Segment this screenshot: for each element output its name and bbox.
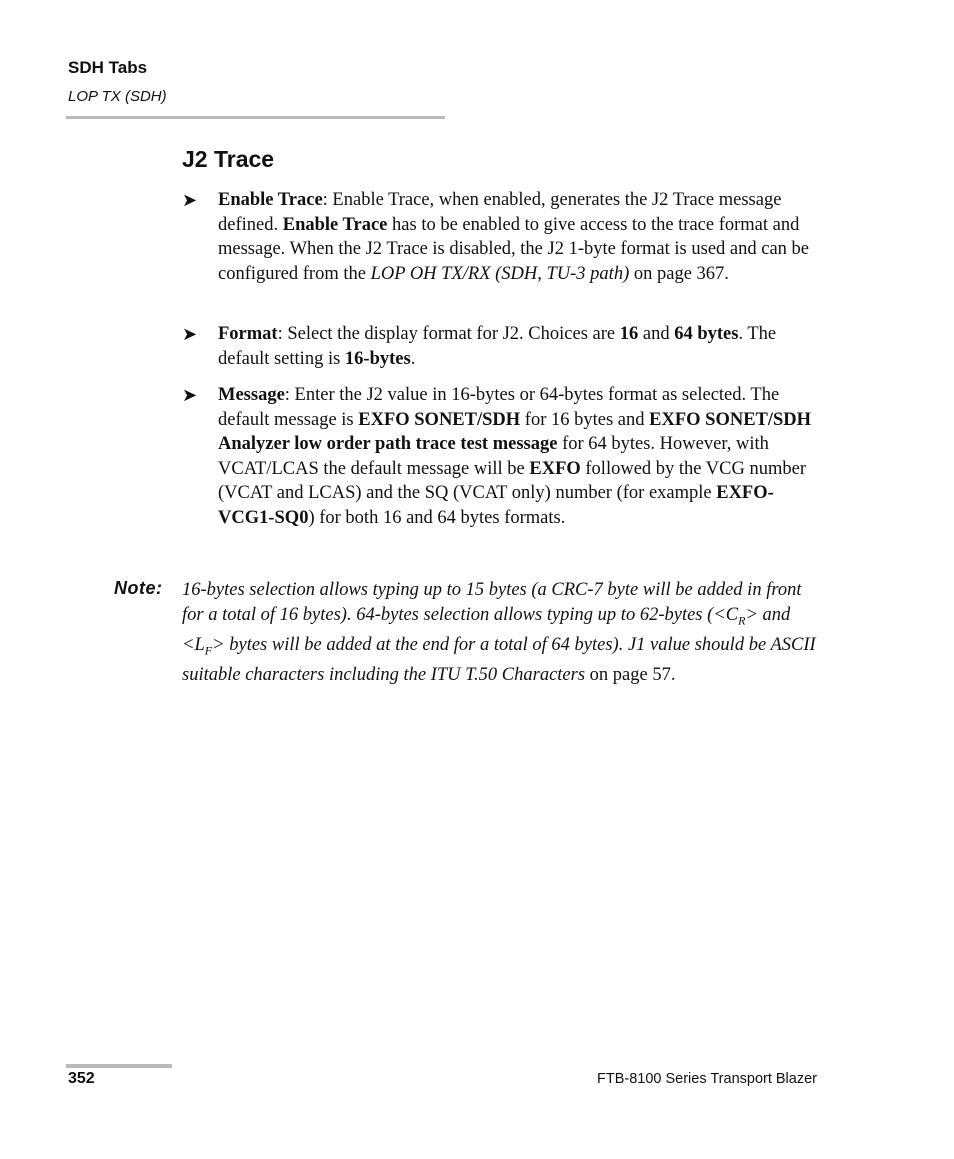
text-run: F xyxy=(204,643,213,658)
text-run: for 16 bytes and xyxy=(520,409,650,430)
text-run: ) for both 16 and 64 bytes formats. xyxy=(308,507,566,528)
text-run: followed by the VCG number (VCAT and LCAS) and the SQ (VCAT only) number (for example xyxy=(218,458,806,503)
bullet-format xyxy=(182,322,822,371)
bullet-text xyxy=(218,383,822,530)
text-run: and xyxy=(638,324,675,344)
text-run: 64 bytes xyxy=(674,324,739,344)
text-run: : Select the display format for J2. Choices are xyxy=(277,324,620,344)
page-heading: J2 Trace xyxy=(182,146,275,172)
bullet-message xyxy=(182,383,822,530)
text-run: for 64 bytes. However, with VCAT/LCAS the default message will be xyxy=(218,434,769,479)
bullet-text xyxy=(218,188,822,286)
text-run: Format xyxy=(218,324,278,344)
product-name: FTB-8100 Series Transport Blazer xyxy=(596,1071,817,1087)
text-run: EXFO-VCG1-SQ0 xyxy=(218,483,774,528)
text-run: on page 367. xyxy=(629,263,729,284)
text-run: has to be enabled to give access to the trace format and message. When the J2 Trace is disabled, the J2 1-byte format is used and can be configured from the xyxy=(218,214,810,284)
bullet-arrow-icon: ➤ xyxy=(182,324,198,344)
text-run: on page 57. xyxy=(585,664,676,685)
text-run: 16-bytes selection allows typing up to 15 bytes (a CRC-7 byte will be added in front for a total of 16 bytes). 64-bytes selection allows typing up to 62-bytes (<C xyxy=(182,580,802,625)
bullet-arrow-icon: ➤ xyxy=(182,190,198,210)
text-run: : Enter the J2 value in 16-bytes or 64-bytes format as selected. The default message is xyxy=(218,385,780,430)
text-run: . The default setting is xyxy=(218,324,777,369)
footer-divider xyxy=(66,1064,172,1068)
bullet-arrow-icon: ➤ xyxy=(182,385,198,405)
text-run: EXFO xyxy=(529,458,581,479)
text-run: : Enable Trace, when enabled, generates the J2 Trace message defined. xyxy=(218,190,782,235)
note-label: Note: xyxy=(114,578,163,598)
note-body xyxy=(182,578,822,687)
section-title: SDH Tabs xyxy=(68,58,148,77)
text-run: EXFO SONET/SDH xyxy=(358,409,521,430)
bullet-text xyxy=(218,322,822,371)
text-run[interactable]: ITU T.50 Characters xyxy=(430,664,586,685)
text-run: . xyxy=(410,348,416,369)
text-run: > bytes will be added at the end for a total of 64 bytes). J1 value should be ASCII suitable characters including the xyxy=(182,634,816,685)
text-run: 16 xyxy=(619,324,639,344)
text-run: Message xyxy=(218,385,285,405)
text-run: EXFO SONET/SDH Analyzer low order path trace test message xyxy=(218,409,812,454)
text-run: Enable Trace xyxy=(218,190,323,210)
text-run: > and <L xyxy=(182,604,791,655)
text-run: Enable Trace xyxy=(282,214,388,235)
text-run: 16-bytes xyxy=(344,348,411,369)
section-subtitle: LOP TX (SDH) xyxy=(68,88,167,105)
text-run: R xyxy=(738,613,746,628)
header-divider xyxy=(66,116,445,119)
text-run[interactable]: LOP OH TX/RX (SDH, TU-3 path) xyxy=(370,263,630,284)
page-number: 352 xyxy=(68,1070,95,1087)
bullet-enable-trace xyxy=(182,188,822,286)
